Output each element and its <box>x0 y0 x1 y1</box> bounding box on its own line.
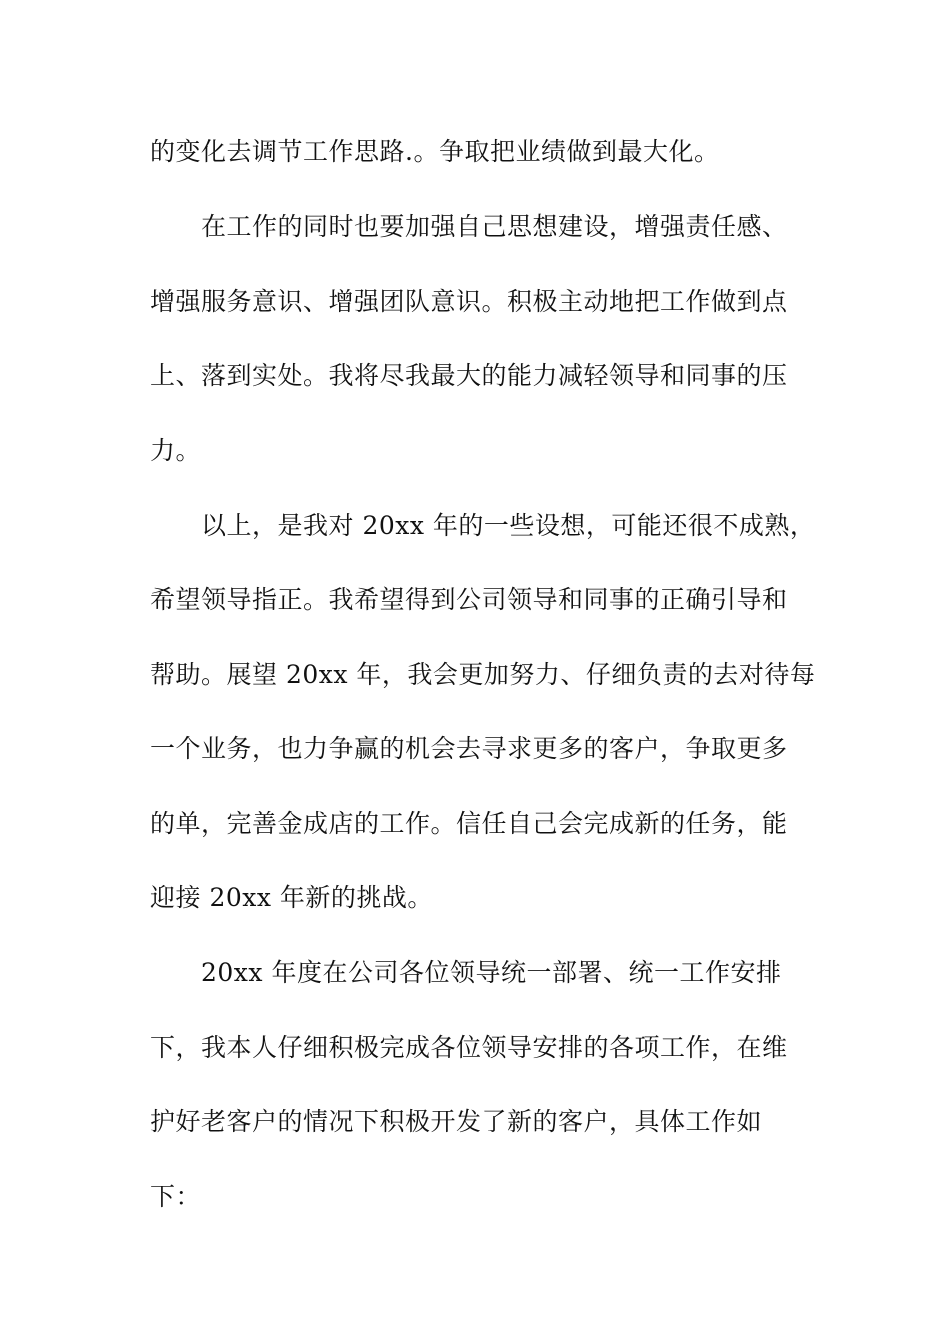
text-line: 下，我本人仔细积极完成各位领导安排的各项工作，在维 <box>150 1033 788 1062</box>
text-line: 上、落到实处。我将尽我最大的能力减轻领导和同事的压 <box>150 361 788 390</box>
text-line: 的变化去调节工作思路.。争取把业绩做到最大化。 <box>150 137 720 166</box>
text-line: 希望领导指正。我希望得到公司领导和同事的正确引导和 <box>150 585 788 614</box>
text-line: 的单，完善金成店的工作。信任自己会完成新的任务，能 <box>150 809 788 838</box>
text-line: 一个业务，也力争赢的机会去寻求更多的客户，争取更多 <box>150 734 788 763</box>
text-line: 增强服务意识、增强团队意识。积极主动地把工作做到点 <box>150 287 788 316</box>
paragraph-start-line: 以上，是我对 20xx 年的一些设想，可能还很不成熟， <box>201 511 816 540</box>
text-line: 帮助。展望 20xx 年，我会更加努力、仔细负责的去对待每 <box>150 660 816 689</box>
paragraph-start-line: 在工作的同时也要加强自己思想建设，增强责任感、 <box>201 212 788 241</box>
text-line: 护好老客户的情况下积极开发了新的客户，具体工作如 <box>150 1107 763 1136</box>
paragraph-start-line: 20xx 年度在公司各位领导统一部署、统一工作安排 <box>201 958 782 987</box>
text-line: 下： <box>150 1182 202 1211</box>
text-line: 迎接 20xx 年新的挑战。 <box>150 883 433 912</box>
text-line: 力。 <box>150 436 202 465</box>
